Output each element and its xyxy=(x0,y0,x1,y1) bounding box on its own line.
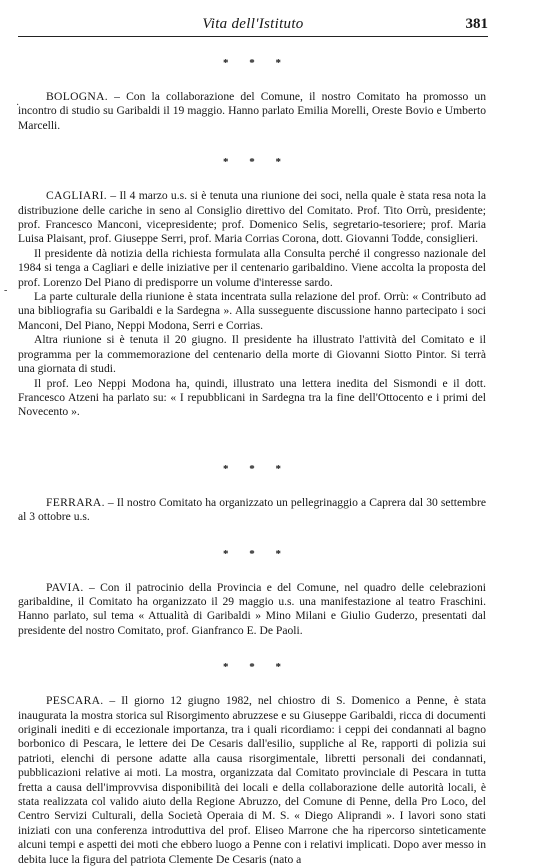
section-pescara xyxy=(18,660,486,867)
paragraph-text: La parte culturale della riunione è stata incentrata sulla relazione del prof. Orrù: « Contributo ad una bibliografia su Garibaldi e la Sardegna ». Alla susseguente discussione hanno partecipato i soci Manconi, Del Piano, Neppi Modona, Serri e Corrias. xyxy=(18,290,486,332)
paragraph-text: Il presidente dà notizia della richiesta formulata alla Consulta perché il congresso nazionale del 1984 si tenga a Cagliari e delle iniziative per il centenario garibaldino. Viene accolta la proposta del prof. Lorenzo Del Piano di predisporre un volume d'interesse sardo. xyxy=(18,246,486,289)
section-separator: * * * xyxy=(223,547,290,560)
paragraph-text: – Il 4 marzo u.s. si è tenuta una riunione dei soci, nella quale è stata resa nota la distribuzione delle cariche in seno al Consiglio direttivo del Comitato. Prof. Tito Orrù, presidente; prof. Francesco Manconi, vicepresidente; prof. Domenico Selis, segretario-tesoriere; prof. Maria Luisa Plaisant, prof. Giuseppe Serri, prof. Maria Corrias Corona, dott. Giovanni Todde, consiglieri. xyxy=(18,189,486,246)
paragraph xyxy=(18,333,486,376)
paragraph xyxy=(18,694,486,867)
page-header xyxy=(18,16,488,37)
margin-dash-mark: - xyxy=(4,285,8,296)
section-cagliari xyxy=(18,155,486,420)
paragraph-text: Il prof. Leo Neppi Modona ha, quindi, illustrato una lettera inedita del Sismondi e il dott. Francesco Atzeni ha parlato su: « I repubblicani in Sardegna tra la fine dell'Ottocento e i primi del Novecento ». xyxy=(18,376,486,419)
paragraph-text: – Il giorno 12 giugno 1982, nel chiostro di S. Domenico a Penne, è stata inaugurata la mostra storica sul Risorgimento abruzzese e su Giuseppe Garibaldi, ricca di documenti originali inediti e di eccezionale importanza, tra i quali ricordiamo: i ceppi dei condannati al bagno borbonico di Pescara, le lettere dei De Cesaris dall'esilio, suppliche al Re, rapporti di polizia sui patrioti, elenchi di persone adatte alla causa risorgimentale, libretti personali dei condannati, pubblicazioni relative ai moti. La mostra, organizzata dal Comitato provinciale di Pescara in tutta fretta a causa dell'improvvisa disponibilità dei locali e della collaborazione delle autorità locali, è stata realizzata col valido aiuto della Regione Abruzzo, del Comune di Penne, della Pro Loco, del Centro Servizi Culturali, della Società Operaia di M. S. « Diego Aliprandi ». I lavori sono stati iniziati con una conferenza introduttiva del prof. Eliseo Marrone che ha ripercorso sinteticamente alcuni tempi e aspetti dei moti che ebbero luogo a Penne con i relativi implicati. Dopo aver messo in debita luce la figura del patriota Clemente De Cesaris (nato a xyxy=(18,694,486,866)
paragraph xyxy=(18,90,486,133)
document-body xyxy=(18,56,486,867)
paragraph xyxy=(18,290,486,333)
paragraph xyxy=(18,377,486,420)
paragraph xyxy=(18,189,486,247)
section-pavia xyxy=(18,547,486,639)
paragraph-text: – Il nostro Comitato ha organizzato un pellegrinaggio a Caprera dal 30 settembre al 3 ottobre u.s. xyxy=(18,495,486,524)
paragraph-text: Altra riunione si è tenuta il 20 giugno. Il presidente ha illustrato l'attività del Comitato e il programma per la commemorazione del centenario della morte di Giovanni Siotto Pintor. Si terrà una giornata di studi. xyxy=(18,333,486,376)
place-name: FERRARA. xyxy=(46,495,105,509)
paragraph-text: – Con il patrocinio della Provincia e del Comune, nel quadro delle celebrazioni garibaldine, il Comitato ha organizzato il 29 maggio u.s. una manifestazione al teatro Fraschini. Hanno parlato, sul tema « Attualità di Garibaldi » Mino Milani e Giulio Guderzo, presentati dal presidente del nostro Comitato, prof. Gianfranco E. De Paoli. xyxy=(18,580,486,637)
place-name: BOLOGNA. xyxy=(46,90,108,103)
section-ferrara xyxy=(18,462,486,525)
section-bologna xyxy=(18,56,486,133)
section-separator: * * * xyxy=(223,661,290,674)
section-separator: * * * xyxy=(223,462,290,475)
section-separator: * * * xyxy=(223,156,290,169)
page-number: 381 xyxy=(465,16,488,32)
running-title: Vita dell'Istituto xyxy=(202,16,304,32)
section-separator: * * * xyxy=(223,57,290,69)
place-name: PAVIA. xyxy=(46,580,84,594)
place-name: PESCARA. xyxy=(46,694,104,708)
paragraph xyxy=(18,496,486,525)
paragraph-text: – Con la collaborazione del Comune, il nostro Comitato ha promosso un incontro di studio su Garibaldi il 19 maggio. Hanno parlato Emilia Morelli, Oreste Bovio e Umberto Marcelli. xyxy=(18,90,486,132)
place-name: CAGLIARI. xyxy=(46,189,107,203)
margin-dot-mark: · xyxy=(16,100,20,111)
paragraph xyxy=(18,581,486,639)
paragraph xyxy=(18,247,486,290)
